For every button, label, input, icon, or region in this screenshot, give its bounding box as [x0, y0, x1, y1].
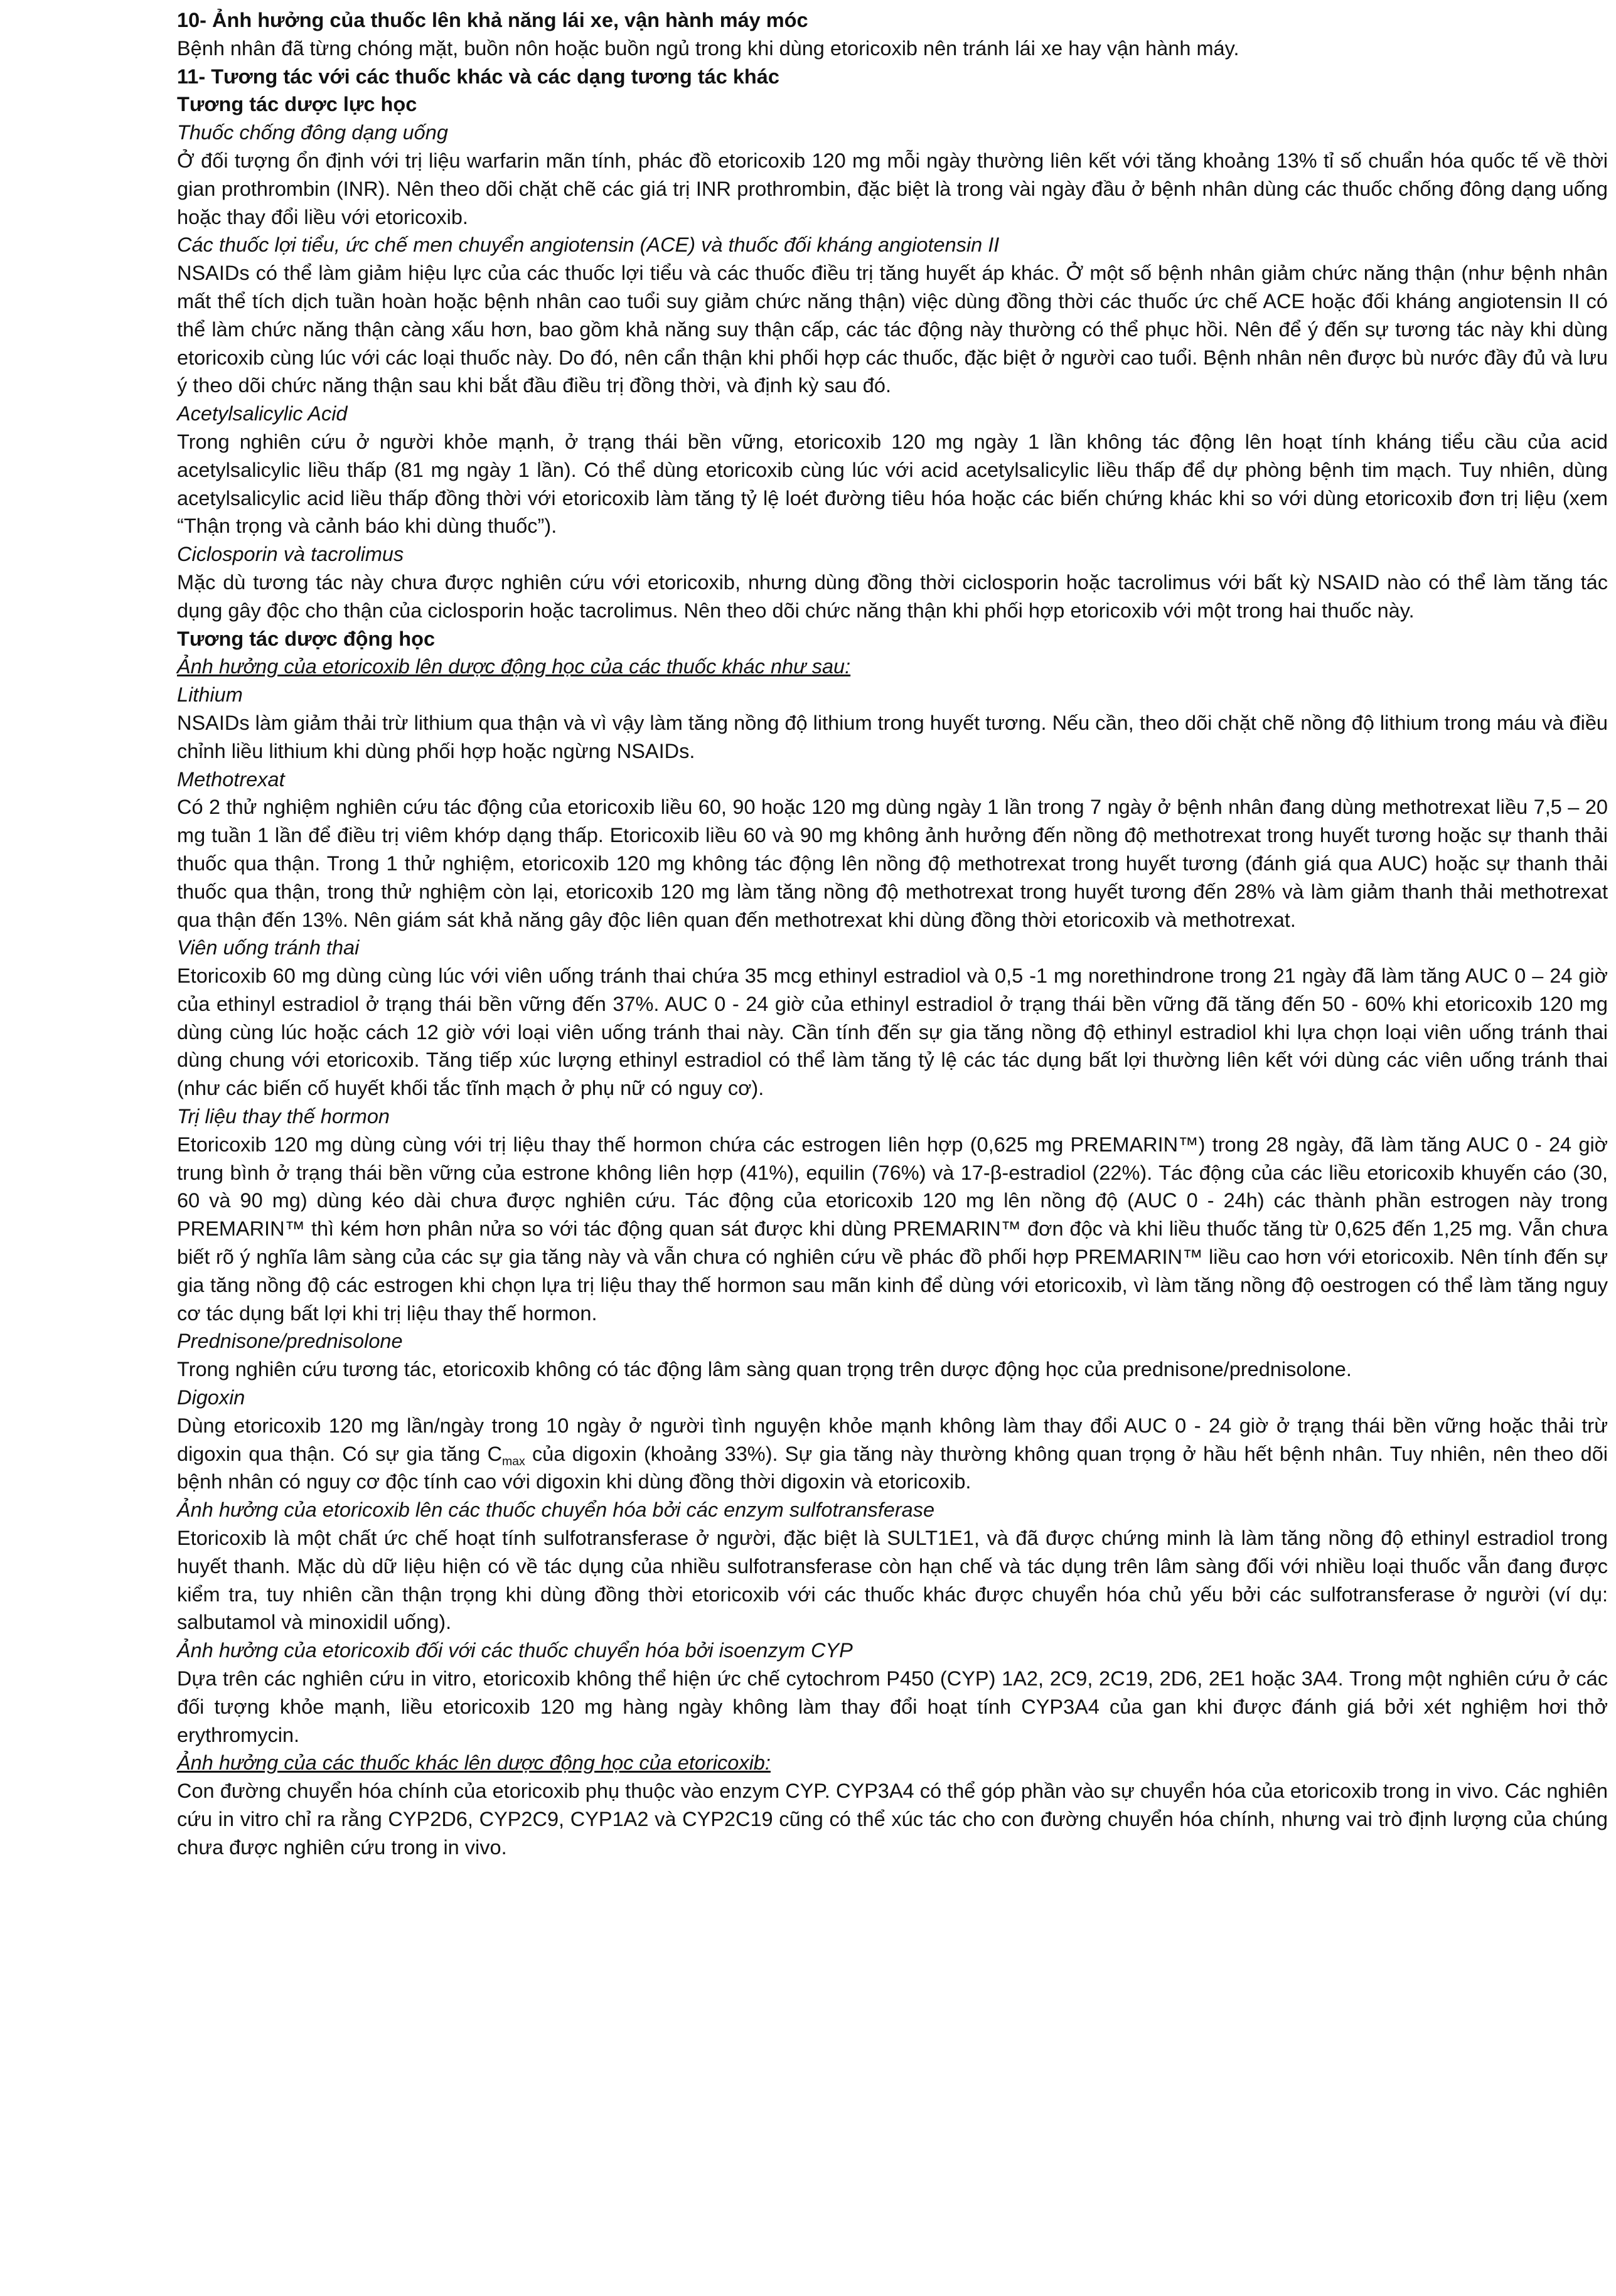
heading-section-10: 10- Ảnh hưởng của thuốc lên khả năng lái xe, vận hành máy móc — [177, 9, 808, 31]
subheading-cyp-isoenzyme: Ảnh hưởng của etoricoxib đối với các thuốc chuyển hóa bởi isoenzym CYP — [177, 1639, 853, 1662]
digoxin-text-start: Dùng etoricoxib 120 mg lần/ngày trong 10 ngày ở người tình nguyện khỏe mạnh không làm thay đổi AUC 0 - 24 giờ ở trạng thái bền vững hoặc thải trừ digoxin qua thận. Có sự gia tăng C — [177, 1414, 1608, 1465]
paragraph-methotrexat: Có 2 thử nghiệm nghiên cứu tác động của etoricoxib liều 60, 90 hoặc 120 mg dùng ngày 1 lần trong 7 ngày ở bệnh nhân đang dùng methotrexat liều 7,5 – 20 mg tuần 1 lần để điều trị viêm khớp dạng thấp. Etoricoxib liều 60 và 90 mg không ảnh hưởng đến nồng độ methotrexat trong huyết tương hoặc sự thanh thải thuốc qua thận. Trong 1 thử nghiệm, etoricoxib 120 mg không tác động lên nồng độ methotrexat trong huyết tương (đánh giá qua AUC) hoặc sự thanh thải thuốc qua thận, trong thử nghiệm còn lại, etoricoxib 120 mg làm tăng nồng độ methotrexat trong huyết tương đến 28% và làm giảm thanh thải methotrexat qua thận đến 13%. Nên giám sát khả năng gây độc liên quan đến methotrexat khi dùng đồng thời etoricoxib và methotrexat. — [177, 796, 1608, 931]
subheading-lithium: Lithium — [177, 683, 243, 707]
subheading-diuretics-ace: Các thuốc lợi tiểu, ức chế men chuyển angiotensin (ACE) và thuốc đối kháng angiotensin II — [177, 233, 1000, 257]
subheading-sulfotransferase: Ảnh hưởng của etoricoxib lên các thuốc chuyển hóa bởi các enzym sulfotransferase — [177, 1498, 935, 1522]
heading-pharmacokinetic: Tương tác dược động học — [177, 627, 436, 650]
subheading-acetylsalicylic: Acetylsalicylic Acid — [177, 402, 348, 425]
paragraph-diuretics-ace: NSAIDs có thể làm giảm hiệu lực của các thuốc lợi tiểu và các thuốc điều trị tăng huyết áp khác. Ở một số bệnh nhân giảm chức năng thận (như bệnh nhân mất thể tích dịch tuần hoàn hoặc bệnh nhân cao tuổi suy giảm chức năng thận) việc dùng đồng thời các thuốc ức chế ACE hoặc đối kháng angiotensin II có thể làm chức năng thận càng xấu hơn, bao gồm khả năng suy thận cấp, các tác động này thường có thể phục hồi. Nên để ý đến sự tương tác này khi dùng etoricoxib cùng lúc với các loại thuốc này. Do đó, nên cẩn thận khi phối hợp các thuốc, đặc biệt ở người cao tuổi. Bệnh nhân nên được bù nước đầy đủ và lưu ý theo dõi chức năng thận sau khi bắt đầu điều trị đồng thời, và định kỳ sau đó. — [177, 262, 1608, 397]
subheading-effect-of-others: Ảnh hưởng của các thuốc khác lên dược động học của etoricoxib: — [177, 1751, 771, 1775]
paragraph-driving: Bệnh nhân đã từng chóng mặt, buồn nôn hoặc buồn ngủ trong khi dùng etoricoxib nên tránh lái xe hay vận hành máy. — [177, 36, 1239, 60]
subheading-hormone-therapy: Trị liệu thay thế hormon — [177, 1105, 390, 1128]
digoxin-text-end: của digoxin (khoảng 33%). Sự gia tăng này thường không quan trọng ở hầu hết bệnh nhân. Tuy nhiên, nên theo dõi bệnh nhân có nguy cơ độc tính cao với digoxin khi dùng đồng thời digoxin và etoricoxib. — [177, 1442, 1608, 1493]
paragraph-cyp-isoenzyme: Dựa trên các nghiên cứu in vitro, etoricoxib không thể hiện ức chế cytochrom P450 (CYP) 1A2, 2C9, 2C19, 2D6, 2E1 hoặc 3A4. Trong một nghiên cứu ở các đối tượng khỏe mạnh, liều etoricoxib 120 mg hàng ngày không làm thay đổi hoạt tính CYP3A4 của gan khi được đánh giá bởi xét nghiệm hơi thở erythromycin. — [177, 1667, 1608, 1746]
paragraph-acetylsalicylic: Trong nghiên cứu ở người khỏe mạnh, ở trạng thái bền vững, etoricoxib 120 mg ngày 1 lần không tác động lên hoạt tính kháng tiểu cầu của acid acetylsalicylic liều thấp (81 mg ngày 1 lần). Có thể dùng etoricoxib cùng lúc với acid acetylsalicylic liều thấp để dự phòng bệnh tim mạch. Tuy nhiên, dùng acetylsalicylic acid liều thấp đồng thời với etoricoxib làm tăng tỷ lệ loét đường tiêu hóa hoặc các biến chứng khác khi so với dùng etoricoxib đơn trị liệu (xem “Thận trọng và cảnh báo khi dùng thuốc”). — [177, 430, 1608, 538]
digoxin-subscript-max: max — [501, 1454, 525, 1468]
paragraph-contraceptives: Etoricoxib 60 mg dùng cùng lúc với viên uống tránh thai chứa 35 mcg ethinyl estradiol và 0,5 -1 mg norethindrone trong 21 ngày đã làm tăng AUC 0 – 24 giờ của ethinyl estradiol ở trạng thái bền vững đến 37%. AUC 0 - 24 giờ của ethinyl estradiol ở trạng thái bền vững đã tăng đến 50 - 60% khi etoricoxib 120 mg dùng cùng lúc hoặc cách 12 giờ với loại viên uống tránh thai này. Cần tính đến sự gia tăng nồng độ ethinyl estradiol khi lựa chọn loại viên uống tránh thai dùng chung với etoricoxib. Tăng tiếp xúc lượng ethinyl estradiol có thể làm tăng tỷ lệ các tác dụng bất lợi thường liên kết với dùng các viên uống tránh thai (như các biến cố huyết khối tắc tĩnh mạch ở phụ nữ có nguy cơ). — [177, 964, 1608, 1100]
heading-section-11: 11- Tương tác với các thuốc khác và các dạng tương tác khác — [177, 65, 779, 88]
subheading-ciclosporin: Ciclosporin và tacrolimus — [177, 543, 404, 566]
paragraph-anticoagulants: Ở đối tượng ổn định với trị liệu warfarin mãn tính, phác đồ etoricoxib 120 mg mỗi ngày thường liên kết với tăng khoảng 13% tỉ số chuẩn hóa quốc tế về thời gian prothrombin (INR). Nên theo dõi chặt chẽ các giá trị INR prothrombin, đặc biệt là trong vài ngày đầu ở bệnh nhân dùng các thuốc chống đông dạng uống hoặc thay đổi liều với etoricoxib. — [177, 149, 1608, 228]
document-page — [177, 6, 1608, 1862]
paragraph-prednisone: Trong nghiên cứu tương tác, etoricoxib không có tác động lâm sàng quan trọng trên dược động học của prednisone/prednisolone. — [177, 1358, 1352, 1381]
paragraph-digoxin — [177, 1412, 1608, 1496]
subheading-anticoagulants: Thuốc chống đông dạng uống — [177, 121, 448, 144]
paragraph-lithium: NSAIDs làm giảm thải trừ lithium qua thận và vì vậy làm tăng nồng độ lithium trong huyết tương. Nếu cần, theo dõi chặt chẽ nồng độ lithium trong máu và điều chỉnh liều lithium khi dùng phối hợp hoặc ngừng NSAIDs. — [177, 711, 1608, 762]
subheading-prednisone: Prednisone/prednisolone — [177, 1330, 403, 1353]
heading-pharmacodynamic: Tương tác dược lực học — [177, 93, 417, 116]
subheading-effect-on-others: Ảnh hưởng của etoricoxib lên dược động học của các thuốc khác như sau: — [177, 655, 851, 678]
paragraph-hormone-therapy: Etoricoxib 120 mg dùng cùng với trị liệu thay thế hormon chứa các estrogen liên hợp (0,625 mg PREMARIN™) trong 28 ngày, đã làm tăng AUC 0 - 24 giờ trung bình ở trạng thái bền vững của estrone không liên hợp (41%), equilin (76%) và 17-β-estradiol (22%). Tác động của các liều etoricoxib khuyến cáo (30, 60 và 90 mg) dùng kéo dài chưa được nghiên cứu. Tác động của etoricoxib 120 mg lên nồng độ (AUC 0 - 24h) các thành phần estrogen này trong PREMARIN™ thì kém hơn phân nửa so với tác động quan sát được khi dùng PREMARIN™ đơn độc và khi liều thuốc tăng từ 0,625 đến 1,25 mg. Vẫn chưa biết rõ ý nghĩa lâm sàng của các sự gia tăng này và vẫn chưa có nghiên cứu về phác đồ phối hợp PREMARIN™ liều cao hơn với etoricoxib. Nên tính đến sự gia tăng nồng độ các estrogen khi chọn lựa trị liệu thay thế hormon sau mãn kinh để dùng với etoricoxib, vì làm tăng nồng độ oestrogen có thể làm tăng nguy cơ tác dụng bất lợi khi trị liệu thay thế hormon. — [177, 1133, 1608, 1325]
subheading-methotrexat: Methotrexat — [177, 767, 285, 791]
subheading-contraceptives: Viên uống tránh thai — [177, 936, 360, 959]
paragraph-ciclosporin: Mặc dù tương tác này chưa được nghiên cứu với etoricoxib, nhưng dùng đồng thời ciclosporin hoặc tacrolimus với bất kỳ NSAID nào có thể làm tăng tác dụng gây độc cho thận của ciclosporin hoặc tacrolimus. Nên theo dõi chức năng thận khi phối hợp etoricoxib với một trong hai thuốc này. — [177, 570, 1608, 622]
paragraph-metabolism: Con đường chuyển hóa chính của etoricoxib phụ thuộc vào enzym CYP. CYP3A4 có thể góp phần vào sự chuyển hóa của etoricoxib trong in vivo. Các nghiên cứu in vitro chỉ ra rằng CYP2D6, CYP2C9, CYP1A2 và CYP2C19 cũng có thể xúc tác cho con đường chuyển hóa chính, nhưng vai trò định lượng của chúng chưa được nghiên cứu trong in vivo. — [177, 1780, 1608, 1859]
paragraph-sulfotransferase: Etoricoxib là một chất ức chế hoạt tính sulfotransferase ở người, đặc biệt là SULT1E1, và đã được chứng minh là làm tăng nồng độ ethinyl estradiol trong huyết thanh. Mặc dù dữ liệu hiện có về tác dụng của nhiều sulfotransferase còn hạn chế và tác dụng trên lâm sàng đối với nhiều loại thuốc vẫn đang được kiểm tra, tuy nhiên cần thận trọng khi dùng đồng thời etoricoxib với các thuốc khác được chuyển hóa chủ yếu bởi các sulfotransferase ở người (ví dụ: salbutamol và minoxidil uống). — [177, 1527, 1608, 1634]
subheading-digoxin: Digoxin — [177, 1386, 245, 1409]
